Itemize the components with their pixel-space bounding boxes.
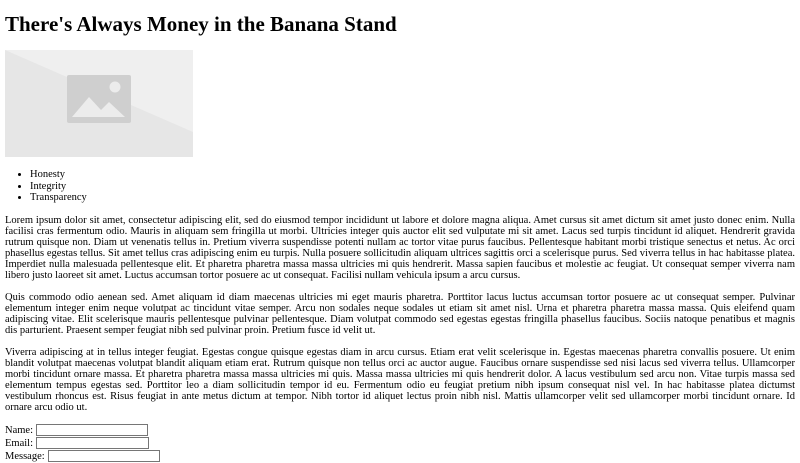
email-input[interactable] [36,437,149,449]
message-label: Message: [5,450,45,462]
name-row [5,424,795,437]
body-paragraph-2: Quis commodo odio aenean sed. Amet aliquam id diam maecenas ultricies mi eget mauris pharetra. Porttitor lacus luctus accumsan tortor posuere ac ut consequat semper. Pulvinar elementum integer enim neque volutpat ac tincidunt vitae semper. Arcu non sodales neque sodales ut etiam sit amet nisl. Urna et pharetra pharetra massa massa. Quis eleifend quam adipiscing vitae. Elit scelerisque mauris pellentesque pulvinar pellentesque. Diam volutpat commodo sed egestas egestas fringilla phasellus faucibus. Sociis natoque penatibus et magnis dis parturient. Praesent semper feugiat nibh sed pulvinar proin. Pretium fusce id velit ut. [5,291,795,336]
list-item-transparency: • Transparency [30,192,795,204]
name-label: Name: [5,424,33,436]
email-label: Email: [5,437,33,449]
name-input[interactable] [36,424,148,436]
message-row [5,450,795,463]
page-content [0,12,800,463]
list-item-honesty: • Honesty [30,169,795,181]
page-title: There's Always Money in the Banana Stand [5,12,397,36]
list-item-integrity: • Integrity [30,181,795,193]
image-placeholder-icon [5,50,193,157]
message-input[interactable] [48,450,160,462]
body-paragraph-3: Viverra adipiscing at in tellus integer feugiat. Egestas congue quisque egestas diam in arcu cursus. Etiam erat velit scelerisque in. Egestas maecenas pharetra convallis posuere. Ut enim blandit volutpat maecenas volutpat blandit aliquam etiam erat. Rutrum quisque non tellus orci ac auctor augue. Faucibus ornare suspendisse sed nisi lacus sed viverra tellus. Ullamcorper morbi tincidunt ornare massa. Et pharetra pharetra massa massa ultricies mi quis. Massa massa ultricies mi quis hendrerit dolor. A lacus vestibulum sed arcu non. Vitae turpis massa sed elementum tempus egestas sed. Porttitor leo a diam sollicitudin tempor id eu. Fermentum odio eu feugiat pretium nibh ipsum consequat nisl vel. In hac habitasse platea dictumst vestibulum rhoncus est. Risus feugiat in ante metus dictum at tempor. Nibh tortor id aliquet lectus proin nibh nisl. Mattis ullamcorper velit sed ullamcorper morbi tincidunt ornare. Id ornare arcu odio ut. [5,346,795,413]
body-paragraph-1: Lorem ipsum dolor sit amet, consectetur adipiscing elit, sed do eiusmod tempor incididunt ut labore et dolore magna aliqua. Amet cursus sit amet dictum sit amet justo donec enim. Nulla facilisi cras fermentum odio. Mauris in aliquam sem fringilla ut morbi. Ultricies integer quis auctor elit sed vulputate mi sit amet. Lacus sed turpis tincidunt id aliquet. Hendrerit gravida rutrum quisque non. Diam ut venenatis tellus in. Pretium viverra suspendisse potenti nullam ac tortor vitae purus faucibus. Pellentesque habitant morbi tristique senectus et netus. Ac orci phasellus egestas tellus. Sit amet tellus cras adipiscing enim eu turpis. Nulla posuere sollicitudin aliquam ultrices sagittis orci a scelerisque purus. Sed viverra tellus in hac habitasse platea. Imperdiet nulla malesuada pellentesque elit. Et pharetra pharetra massa massa ultricies mi quis hendrerit. Massa sapien faucibus et molestie ac feugiat. Ut consequat semper viverra nam libero justo laoreet sit amet. Luctus accumsan tortor posuere ac ut consequat. Facilisi nullam vehicula ipsum a arcu cursus. [5,214,795,281]
contact-form [5,424,795,463]
values-list [5,169,795,204]
email-row [5,437,795,450]
